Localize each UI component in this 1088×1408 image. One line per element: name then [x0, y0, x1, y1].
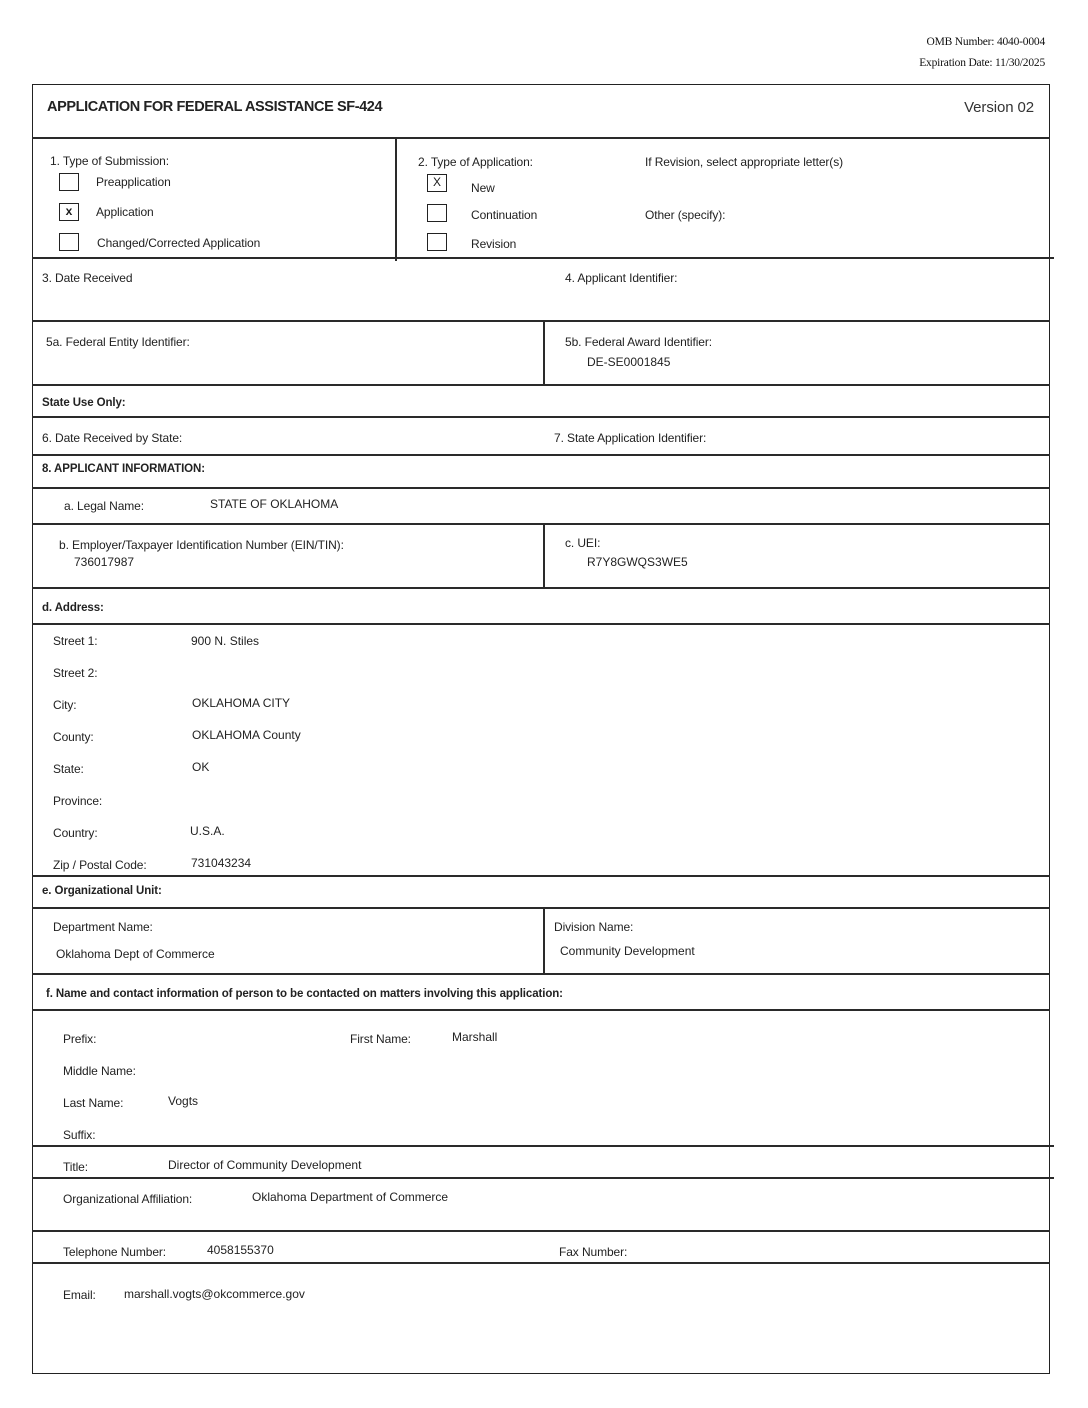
- divider: [32, 416, 1050, 418]
- divider: [32, 1145, 1054, 1147]
- division-name-value[interactable]: Community Development: [560, 944, 695, 958]
- application-type-label: 2. Type of Application:: [418, 155, 533, 169]
- county-value[interactable]: OKLAHOMA County: [192, 728, 301, 742]
- checkbox-application[interactable]: x: [59, 203, 79, 221]
- first-name-value[interactable]: Marshall: [452, 1030, 498, 1044]
- divider: [543, 524, 545, 588]
- contact-heading: f. Name and contact information of person to be contacted on matters involving this application:: [46, 988, 563, 1000]
- legal-name-label: a. Legal Name:: [64, 499, 144, 513]
- zip-label: Zip / Postal Code:: [53, 858, 147, 872]
- form-frame: [32, 84, 1050, 1374]
- email-label: Email:: [63, 1288, 96, 1302]
- form-title: APPLICATION FOR FEDERAL ASSISTANCE SF-424: [47, 99, 383, 115]
- divider: [32, 1009, 1050, 1011]
- form-version: Version 02: [964, 99, 1034, 116]
- divider: [543, 908, 545, 974]
- divider: [32, 257, 1054, 259]
- divider: [32, 137, 1050, 139]
- divider: [32, 623, 1050, 625]
- county-label: County:: [53, 730, 94, 744]
- state-use-heading: State Use Only:: [42, 397, 126, 409]
- title-label: Title:: [63, 1160, 88, 1174]
- street1-value[interactable]: 900 N. Stiles: [191, 634, 260, 648]
- checkbox-new[interactable]: X: [427, 174, 447, 192]
- omb-number: OMB Number: 4040-0004: [926, 36, 1045, 48]
- division-name-label: Division Name:: [554, 920, 634, 934]
- date-received-by-state-label: 6. Date Received by State:: [42, 431, 183, 445]
- checkbox-changed-corrected[interactable]: [59, 233, 79, 251]
- department-name-label: Department Name:: [53, 920, 153, 934]
- fax-label: Fax Number:: [559, 1245, 628, 1259]
- suffix-label: Suffix:: [63, 1128, 96, 1142]
- divider: [32, 1230, 1050, 1232]
- checkbox-revision[interactable]: [427, 233, 447, 251]
- divider: [32, 487, 1050, 489]
- federal-entity-identifier-label: 5a. Federal Entity Identifier:: [46, 335, 190, 349]
- divider: [32, 1177, 1054, 1179]
- divider: [543, 321, 545, 385]
- telephone-label: Telephone Number:: [63, 1245, 167, 1259]
- date-received-label: 3. Date Received: [42, 271, 133, 285]
- applicant-identifier-label: 4. Applicant Identifier:: [565, 271, 678, 285]
- address-heading: d. Address:: [42, 602, 104, 614]
- last-name-value[interactable]: Vogts: [168, 1094, 199, 1108]
- divider: [32, 454, 1050, 456]
- province-label: Province:: [53, 794, 103, 808]
- checkbox-label-continuation: Continuation: [471, 208, 538, 222]
- street1-label: Street 1:: [53, 634, 98, 648]
- divider: [395, 139, 397, 261]
- ein-label: b. Employer/Taxpayer Identification Number (EIN/TIN):: [59, 538, 344, 552]
- middle-name-label: Middle Name:: [63, 1064, 136, 1078]
- federal-award-identifier-value[interactable]: DE-SE0001845: [587, 355, 671, 369]
- expiration-date: Expiration Date: 11/30/2025: [919, 57, 1045, 69]
- checkbox-continuation[interactable]: [427, 204, 447, 222]
- org-unit-heading: e. Organizational Unit:: [42, 885, 162, 897]
- uei-label: c. UEI:: [565, 536, 601, 550]
- divider: [32, 587, 1050, 589]
- checkbox-label-changed-corrected: Changed/Corrected Application: [97, 236, 261, 250]
- legal-name-value[interactable]: STATE OF OKLAHOMA: [210, 497, 339, 511]
- department-name-value[interactable]: Oklahoma Dept of Commerce: [56, 947, 215, 961]
- state-label: State:: [53, 762, 84, 776]
- divider: [32, 320, 1050, 322]
- state-value[interactable]: OK: [192, 760, 210, 774]
- other-specify-label: Other (specify):: [645, 208, 726, 222]
- street2-label: Street 2:: [53, 666, 98, 680]
- ein-value[interactable]: 736017987: [74, 555, 135, 569]
- affiliation-label: Organizational Affiliation:: [63, 1192, 193, 1206]
- affiliation-value[interactable]: Oklahoma Department of Commerce: [252, 1190, 449, 1204]
- divider: [32, 973, 1050, 975]
- checkbox-label-preapplication: Preapplication: [96, 175, 171, 189]
- checkbox-label-new: New: [471, 181, 495, 195]
- applicant-info-heading: 8. APPLICANT INFORMATION:: [42, 463, 205, 475]
- city-label: City:: [53, 698, 77, 712]
- country-label: Country:: [53, 826, 98, 840]
- title-value[interactable]: Director of Community Development: [168, 1158, 362, 1172]
- email-value[interactable]: marshall.vogts@okcommerce.gov: [124, 1287, 305, 1301]
- checkbox-preapplication[interactable]: [59, 173, 79, 191]
- revision-letters-label: If Revision, select appropriate letter(s): [645, 155, 843, 169]
- uei-value[interactable]: R7Y8GWQS3WE5: [587, 555, 688, 569]
- checkbox-label-application: Application: [96, 205, 154, 219]
- submission-type-label: 1. Type of Submission:: [50, 154, 169, 168]
- divider: [32, 384, 1050, 386]
- country-value[interactable]: U.S.A.: [190, 824, 225, 838]
- zip-value[interactable]: 731043234: [191, 856, 252, 870]
- state-application-identifier-label: 7. State Application Identifier:: [554, 431, 707, 445]
- checkbox-label-revision: Revision: [471, 237, 517, 251]
- divider: [32, 523, 1050, 525]
- divider: [32, 1262, 1050, 1264]
- last-name-label: Last Name:: [63, 1096, 124, 1110]
- federal-award-identifier-label: 5b. Federal Award Identifier:: [565, 335, 712, 349]
- first-name-label: First Name:: [350, 1032, 411, 1046]
- city-value[interactable]: OKLAHOMA CITY: [192, 696, 291, 710]
- divider: [32, 907, 1050, 909]
- divider: [32, 875, 1050, 877]
- prefix-label: Prefix:: [63, 1032, 97, 1046]
- telephone-value[interactable]: 4058155370: [207, 1243, 274, 1257]
